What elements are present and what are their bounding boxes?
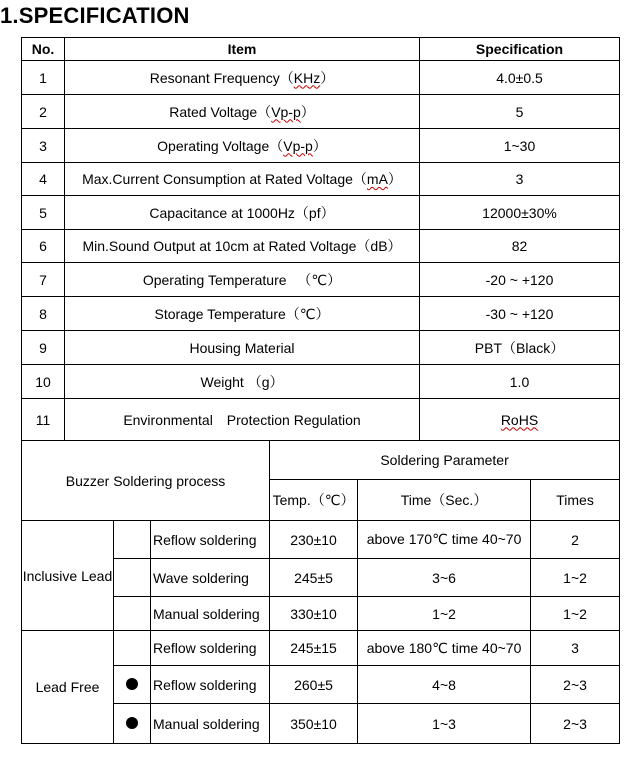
soldering-times: 2~3: [531, 666, 620, 704]
unit-text: Vp-p: [271, 103, 301, 120]
header-no: No.: [22, 38, 65, 61]
bullet-dot-icon: [126, 717, 138, 729]
spec-row: [22, 61, 620, 95]
spec-value: [420, 399, 620, 441]
marker-cell: [114, 631, 151, 666]
spec-no: 11: [22, 399, 65, 441]
soldering-temp: 330±10: [270, 597, 358, 631]
spec-no: 4: [22, 163, 65, 196]
spec-row: [22, 297, 620, 331]
spec-row: [22, 163, 620, 196]
spec-no: 9: [22, 331, 65, 365]
soldering-header-row: [22, 441, 620, 480]
spec-value: 5: [420, 95, 620, 129]
specification-table: [21, 37, 620, 441]
soldering-method: Manual soldering: [151, 597, 270, 631]
soldering-times: 2~3: [531, 704, 620, 744]
soldering-method: Reflow soldering: [151, 666, 270, 704]
header-specification: Specification: [420, 38, 620, 61]
bullet-dot-icon: [126, 678, 138, 690]
spec-value: -20 ~ +120: [420, 263, 620, 297]
soldering-time: 4~8: [358, 666, 531, 704]
soldering-temp: 245±15: [270, 631, 358, 666]
spec-no: 2: [22, 95, 65, 129]
marker-cell: [114, 704, 151, 744]
spec-item: Weight （g）: [65, 365, 420, 399]
spec-item: Min.Sound Output at 10cm at Rated Voltage（dB）: [65, 230, 420, 263]
soldering-method: Manual soldering: [151, 704, 270, 744]
spec-no: 6: [22, 230, 65, 263]
soldering-method: Reflow soldering: [151, 521, 270, 559]
spec-row: [22, 399, 620, 441]
spec-value: 3: [420, 163, 620, 196]
spec-no: 10: [22, 365, 65, 399]
spec-value: 1.0: [420, 365, 620, 399]
rohs-text: RoHS: [500, 411, 539, 428]
spec-item: Environmental Protection Regulation: [65, 399, 420, 441]
group-inclusive-lead: Inclusive Lead: [22, 521, 114, 631]
soldering-time: 1~2: [358, 597, 531, 631]
unit-text: mA: [366, 171, 388, 187]
soldering-row: [22, 631, 620, 666]
soldering-time: 1~3: [358, 704, 531, 744]
spec-row: [22, 196, 620, 230]
soldering-times: 2: [531, 521, 620, 559]
spec-item: Operating Voltage（Vp-p）: [65, 129, 420, 163]
spec-item: Housing Material: [65, 331, 420, 365]
spec-no: 8: [22, 297, 65, 331]
soldering-process-label: Buzzer Soldering process: [22, 441, 270, 521]
column-temp: Temp.（℃）: [270, 480, 358, 521]
spec-value: 82: [420, 230, 620, 263]
soldering-times: 3: [531, 631, 620, 666]
marker-cell: [114, 597, 151, 631]
unit-text: Vp-p: [283, 137, 313, 154]
spec-row: [22, 129, 620, 163]
spec-item: Storage Temperature（℃）: [65, 297, 420, 331]
group-lead-free: Lead Free: [22, 631, 114, 744]
soldering-parameter-label: Soldering Parameter: [270, 441, 620, 480]
spec-no: 7: [22, 263, 65, 297]
spec-row: [22, 331, 620, 365]
spec-row: [22, 365, 620, 399]
spec-value: 4.0±0.5: [420, 61, 620, 95]
unit-text: KHz: [293, 69, 321, 86]
page-title: 1.SPECIFICATION: [0, 3, 190, 28]
spec-value: 12000±30%: [420, 196, 620, 230]
spec-item: Operating Temperature （℃）: [65, 263, 420, 297]
spec-item: Max.Current Consumption at Rated Voltage（mA）: [65, 163, 420, 196]
spec-no: 1: [22, 61, 65, 95]
spec-no: 3: [22, 129, 65, 163]
header-item: Item: [65, 38, 420, 61]
marker-cell: [114, 521, 151, 559]
soldering-times: 1~2: [531, 559, 620, 597]
soldering-time: 3~6: [358, 559, 531, 597]
soldering-table: [21, 440, 620, 744]
soldering-row: [22, 521, 620, 559]
soldering-method: Wave soldering: [151, 559, 270, 597]
spec-value: 1~30: [420, 129, 620, 163]
spec-value: -30 ~ +120: [420, 297, 620, 331]
spec-row: [22, 95, 620, 129]
column-time: Time（Sec.）: [358, 480, 531, 521]
spec-item: Rated Voltage（Vp-p）: [65, 95, 420, 129]
spec-no: 5: [22, 196, 65, 230]
marker-cell: [114, 666, 151, 704]
soldering-time: above 180℃ time 40~70: [358, 631, 531, 666]
soldering-temp: 260±5: [270, 666, 358, 704]
spec-item: Resonant Frequency（KHz）: [65, 61, 420, 95]
soldering-temp: 245±5: [270, 559, 358, 597]
spec-row: [22, 230, 620, 263]
spec-header-row: [22, 38, 620, 61]
soldering-temp: 230±10: [270, 521, 358, 559]
column-times: Times: [531, 480, 620, 521]
soldering-method: Reflow soldering: [151, 631, 270, 666]
marker-cell: [114, 559, 151, 597]
spec-item: Capacitance at 1000Hz（pf）: [65, 196, 420, 230]
soldering-time: above 170℃ time 40~70: [358, 521, 531, 559]
soldering-times: 1~2: [531, 597, 620, 631]
soldering-temp: 350±10: [270, 704, 358, 744]
spec-row: [22, 263, 620, 297]
spec-value: PBT（Black）: [420, 331, 620, 365]
